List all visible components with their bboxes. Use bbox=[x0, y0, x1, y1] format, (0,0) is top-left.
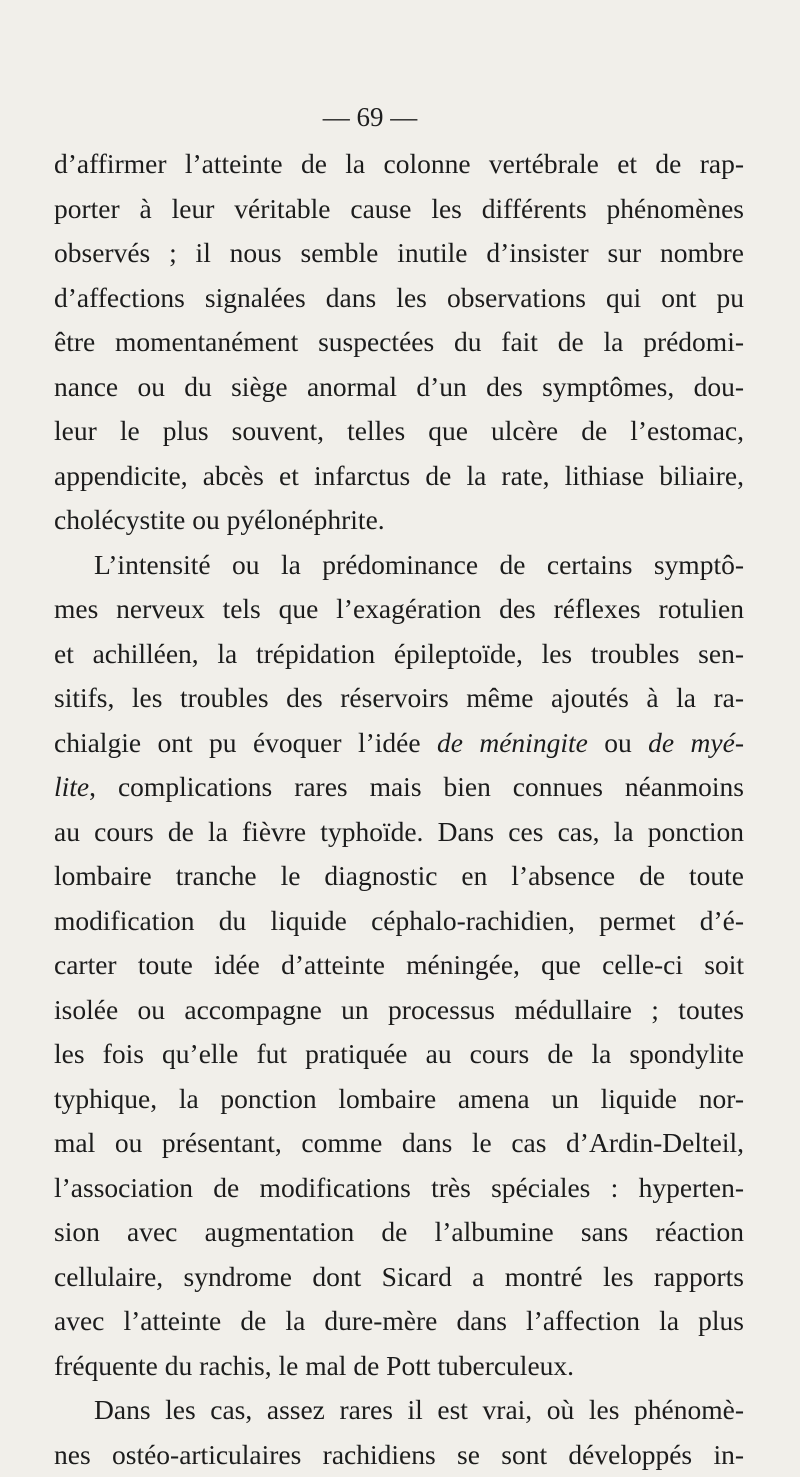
text-line bbox=[54, 409, 744, 454]
text-line bbox=[54, 587, 744, 632]
text-line bbox=[54, 543, 744, 588]
text-segment: cholécystite ou pyélonéphrite. bbox=[54, 504, 385, 535]
text-line bbox=[54, 1032, 744, 1077]
text-line bbox=[54, 1166, 744, 1211]
text-segment: et achilléen, la trépidation épileptoïde, les troubles sen- bbox=[54, 638, 744, 669]
italic-text: lite bbox=[54, 771, 89, 802]
page-number: — 69 — bbox=[0, 102, 740, 133]
text-line bbox=[54, 988, 744, 1033]
text-segment: nes ostéo-articulaires rachidiens se sont développés in- bbox=[54, 1439, 744, 1470]
text-segment: , complications rares mais bien connues néanmoins bbox=[89, 771, 744, 802]
text-segment: modification du liquide céphalo-rachidien, permet d’é- bbox=[54, 905, 744, 936]
text-line bbox=[54, 854, 744, 899]
text-segment: fréquente du rachis, le mal de Pott tuberculeux. bbox=[54, 1350, 574, 1381]
text-segment: d’affections signalées dans les observations qui ont pu bbox=[54, 282, 744, 313]
text-line bbox=[54, 1299, 744, 1344]
text-line bbox=[54, 1433, 744, 1477]
text-line bbox=[54, 810, 744, 855]
text-line bbox=[54, 498, 744, 543]
text-segment: appendicite, abcès et infarctus de la rate, lithiase biliaire, bbox=[54, 460, 744, 491]
text-segment: mal ou présentant, comme dans le cas d’Ardin-Delteil, bbox=[54, 1127, 744, 1158]
text-segment: avec l’atteinte de la dure-mère dans l’affection la plus bbox=[54, 1305, 744, 1336]
text-line bbox=[54, 276, 744, 321]
text-segment: sion avec augmentation de l’albumine sans réaction bbox=[54, 1216, 744, 1247]
text-segment: ou bbox=[588, 727, 648, 758]
text-line bbox=[54, 943, 744, 988]
text-segment: l’association de modifications très spéciales : hyperten- bbox=[54, 1172, 744, 1203]
italic-text: de myé- bbox=[648, 727, 744, 758]
text-line bbox=[54, 632, 744, 677]
body-text bbox=[54, 142, 744, 1477]
text-segment: sitifs, les troubles des réservoirs même ajoutés à la ra- bbox=[54, 682, 744, 713]
text-line bbox=[54, 1344, 744, 1389]
text-segment: d’affirmer l’atteinte de la colonne vertébrale et de rap- bbox=[54, 148, 744, 179]
text-segment: cellulaire, syndrome dont Sicard a montré les rapports bbox=[54, 1261, 744, 1292]
text-line bbox=[54, 721, 744, 766]
text-line bbox=[54, 320, 744, 365]
text-segment: leur le plus souvent, telles que ulcère de l’estomac, bbox=[54, 415, 744, 446]
text-segment: porter à leur véritable cause les différents phénomènes bbox=[54, 193, 744, 224]
text-segment: carter toute idée d’atteinte méningée, que celle-ci soit bbox=[54, 949, 744, 980]
text-line bbox=[54, 365, 744, 410]
text-line bbox=[54, 676, 744, 721]
text-line bbox=[54, 1388, 744, 1433]
text-line bbox=[54, 187, 744, 232]
text-segment: les fois qu’elle fut pratiquée au cours de la spondylite bbox=[54, 1038, 744, 1069]
text-segment: isolée ou accompagne un processus médullaire ; toutes bbox=[54, 994, 744, 1025]
text-segment: mes nerveux tels que l’exagération des réflexes rotulien bbox=[54, 593, 744, 624]
text-segment: lombaire tranche le diagnostic en l’absence de toute bbox=[54, 860, 744, 891]
italic-text: de méningite bbox=[437, 727, 588, 758]
text-line bbox=[54, 899, 744, 944]
text-segment: au cours de la fièvre typhoïde. Dans ces cas, la ponction bbox=[54, 816, 744, 847]
text-line bbox=[54, 1077, 744, 1122]
text-segment: être momentanément suspectées du fait de la prédomi- bbox=[54, 326, 744, 357]
text-line bbox=[54, 231, 744, 276]
text-segment: Dans les cas, assez rares il est vrai, où les phénomè- bbox=[94, 1394, 744, 1425]
text-segment: typhique, la ponction lombaire amena un liquide nor- bbox=[54, 1083, 744, 1114]
text-segment: observés ; il nous semble inutile d’insister sur nombre bbox=[54, 237, 744, 268]
text-line bbox=[54, 454, 744, 499]
text-line bbox=[54, 1121, 744, 1166]
text-line bbox=[54, 1255, 744, 1300]
text-line bbox=[54, 1210, 744, 1255]
text-line bbox=[54, 765, 744, 810]
text-line bbox=[54, 142, 744, 187]
text-segment: L’intensité ou la prédominance de certains symptô- bbox=[94, 549, 744, 580]
text-segment: nance ou du siège anormal d’un des symptômes, dou- bbox=[54, 371, 744, 402]
text-segment: chialgie ont pu évoquer l’idée bbox=[54, 727, 437, 758]
